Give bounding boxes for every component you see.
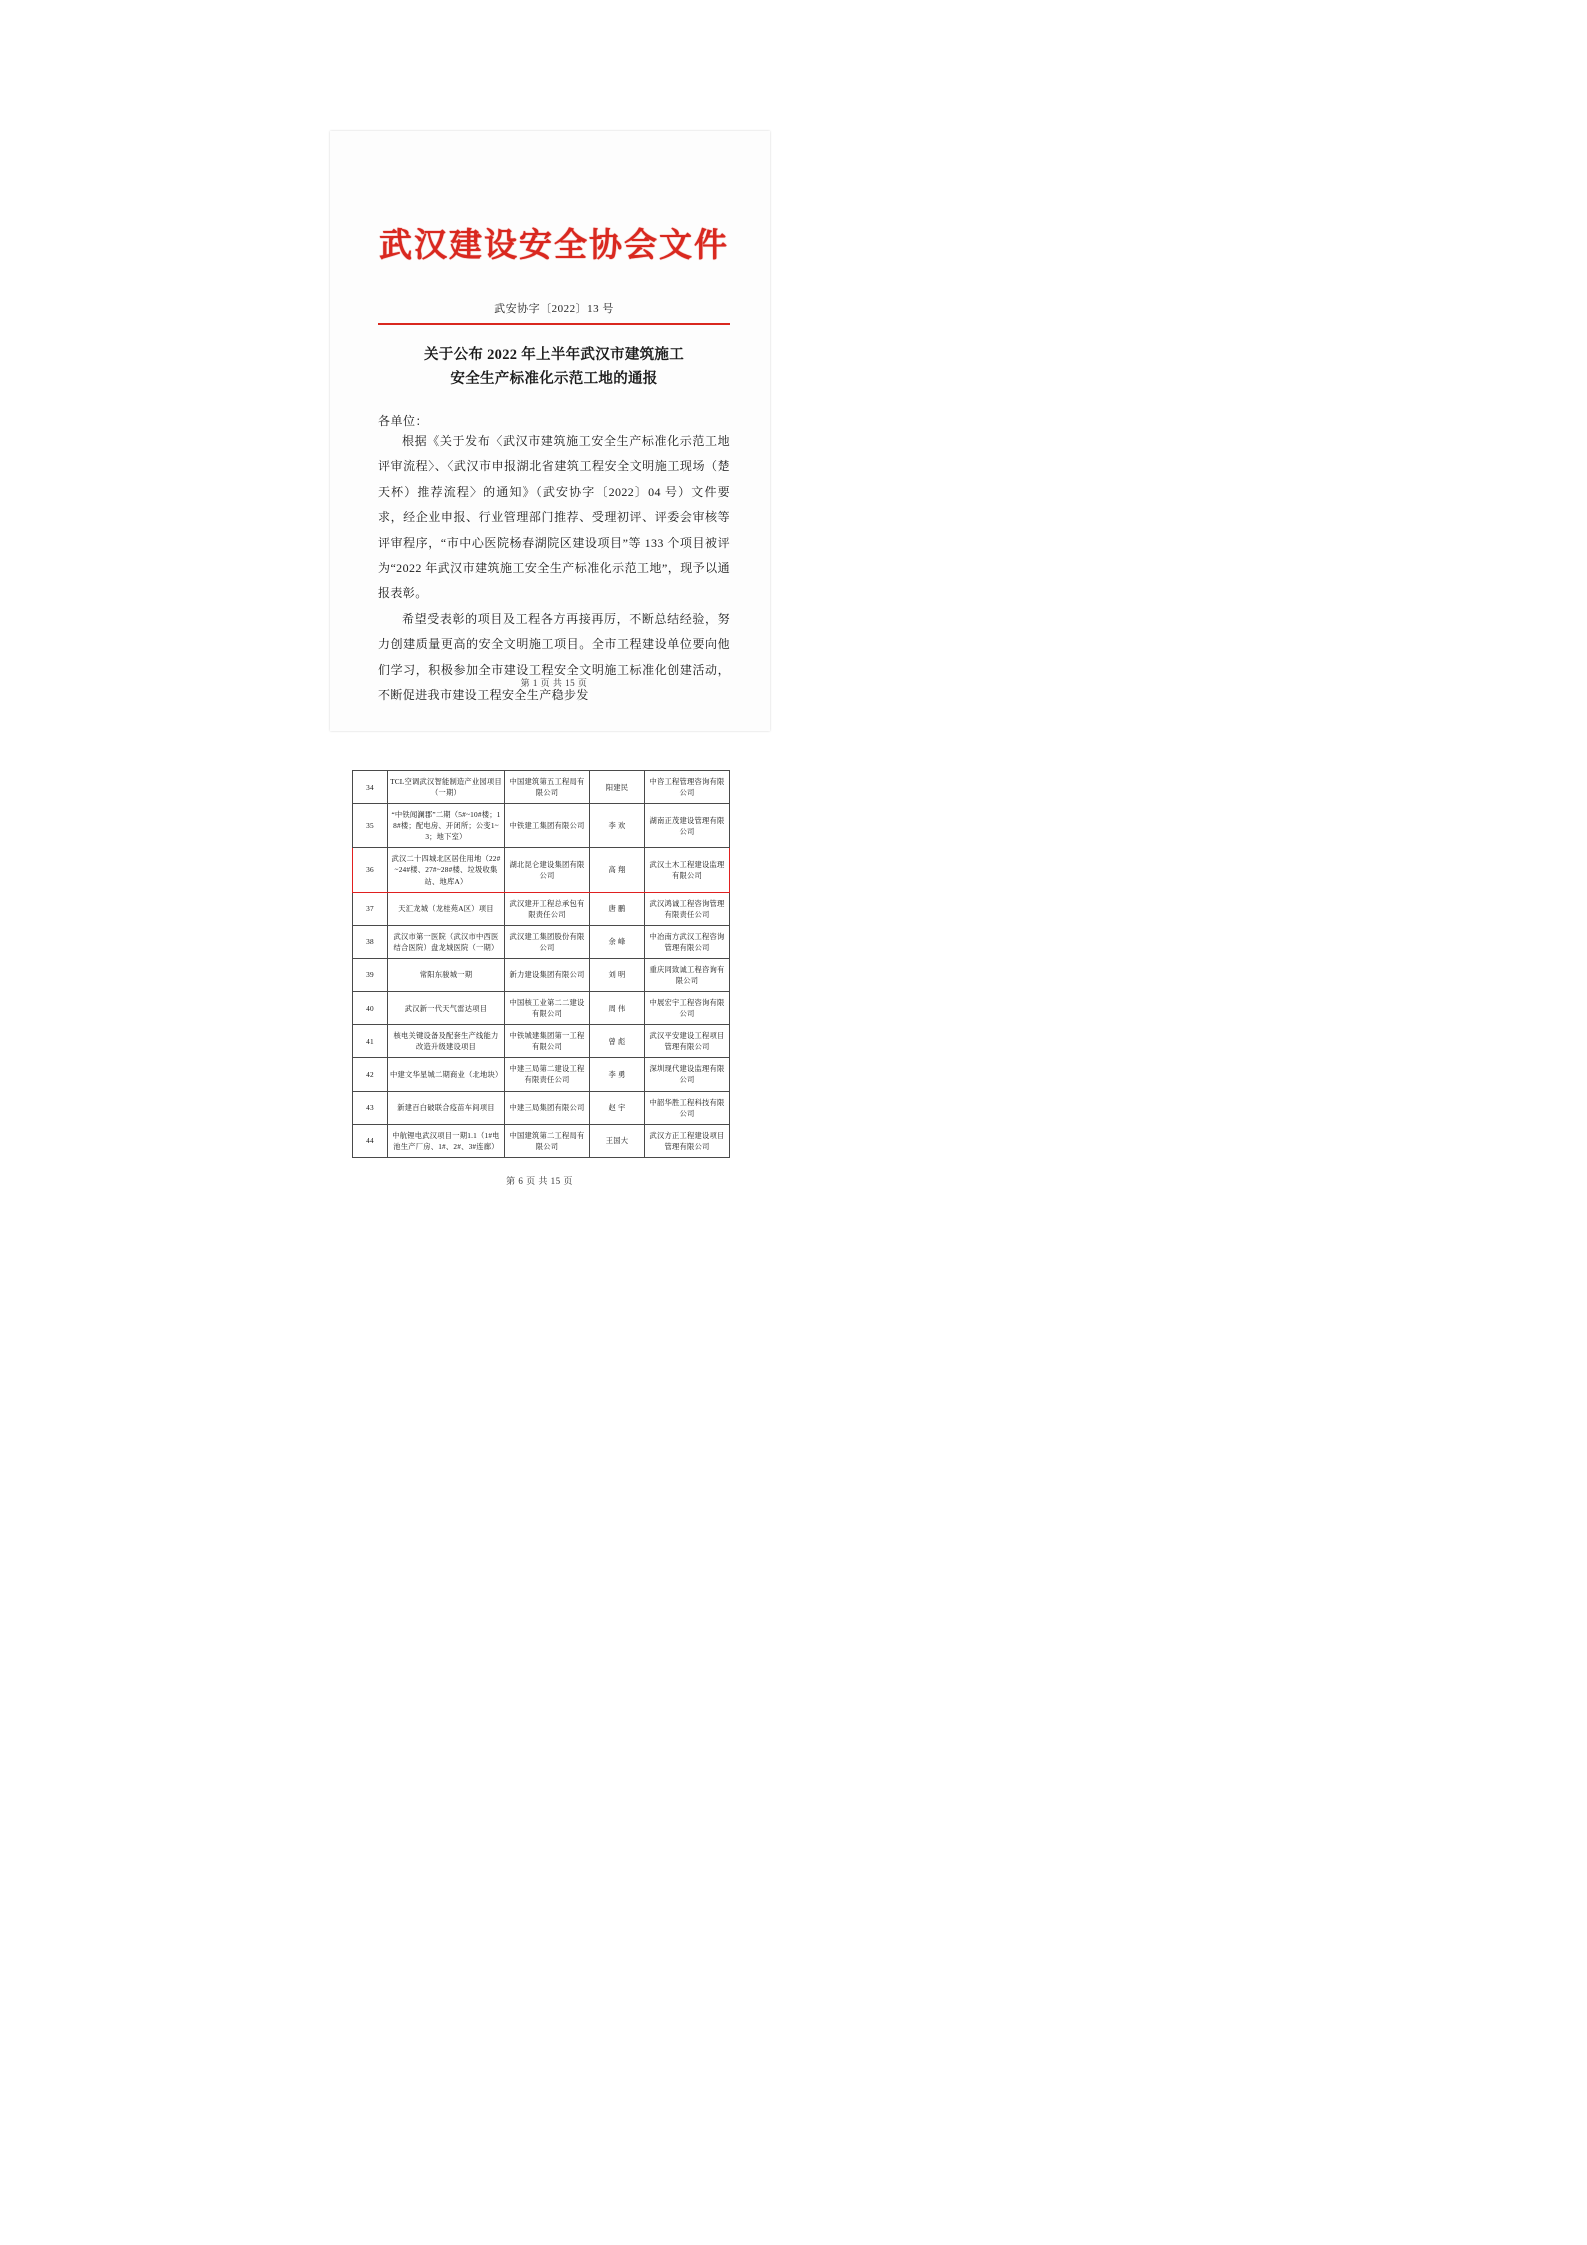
cell-supervisor: 中韶华胜工程科技有限公司 xyxy=(645,1091,730,1124)
cell-builder: 中铁城建集团第一工程有限公司 xyxy=(505,1025,590,1058)
cell-person: 唐 鹏 xyxy=(590,892,645,925)
cell-supervisor: 武汉土木工程建设监理有限公司 xyxy=(645,848,730,892)
cell-builder: 中建三局第二建设工程有限责任公司 xyxy=(505,1058,590,1091)
cell-builder: 武汉建开工程总承包有限责任公司 xyxy=(505,892,590,925)
page-title: 武汉建设安全协会文件 xyxy=(379,228,729,264)
cell-project: 核电关键设备及配套生产线能力改造升级建设项目 xyxy=(388,1025,505,1058)
table-row xyxy=(353,1091,730,1124)
cell-person: 李 勇 xyxy=(590,1058,645,1091)
cell-person: 高 翔 xyxy=(590,848,645,892)
cell-no: 40 xyxy=(353,992,388,1025)
notice-subject xyxy=(378,343,730,392)
notice-subject-line-1: 关于公布 2022 年上半年武汉市建筑施工 xyxy=(423,346,685,363)
cell-project: 中航锂电武汉项目一期1.1（1#电池生产厂房、1#、2#、3#连廊） xyxy=(388,1124,505,1157)
cell-person: 曾 彪 xyxy=(590,1025,645,1058)
cell-builder: 新力建设集团有限公司 xyxy=(505,958,590,991)
cell-project: 武汉二十四城北区居住用地（22#~24#楼、27#~28#楼、垃圾收集站、地库A） xyxy=(388,848,505,892)
cell-project: 常阳东骏城一期 xyxy=(388,958,505,991)
cell-project: 天汇龙城（龙桂苑A区）项目 xyxy=(388,892,505,925)
page-footer: 第 1 页 共 15 页 xyxy=(520,678,588,688)
cell-supervisor: 中冶南方武汉工程咨询管理有限公司 xyxy=(645,925,730,958)
cell-supervisor: 武汉方正工程建设项目管理有限公司 xyxy=(645,1124,730,1157)
cell-no: 42 xyxy=(353,1058,388,1091)
cell-person: 王国大 xyxy=(590,1124,645,1157)
cell-project: 新建百白破联合疫苗车间项目 xyxy=(388,1091,505,1124)
cell-supervisor: 武汉鸿诚工程咨询管理有限责任公司 xyxy=(645,892,730,925)
cell-supervisor: 中展宏宇工程咨询有限公司 xyxy=(645,992,730,1025)
cell-person: 赵 宇 xyxy=(590,1091,645,1124)
table-row-highlighted xyxy=(353,848,730,892)
cell-builder: 中国建筑第五工程局有限公司 xyxy=(505,771,590,804)
cell-supervisor: 深圳现代建设监理有限公司 xyxy=(645,1058,730,1091)
award-list-page xyxy=(352,770,727,1187)
table-row xyxy=(353,958,730,991)
cell-no: 34 xyxy=(353,771,388,804)
cell-supervisor: 武汉平安建设工程项目管理有限公司 xyxy=(645,1025,730,1058)
cell-builder: 湖北昆仑建设集团有限公司 xyxy=(505,848,590,892)
cell-project: TCL空调武汉智能制造产业园项目（一期） xyxy=(388,771,505,804)
cell-person: 余 峰 xyxy=(590,925,645,958)
salutation: 各单位： xyxy=(378,413,429,428)
table-row xyxy=(353,925,730,958)
cell-person: 周 伟 xyxy=(590,992,645,1025)
notice-page xyxy=(330,131,770,731)
table-row xyxy=(353,1025,730,1058)
cell-project: 武汉新一代天气雷达项目 xyxy=(388,992,505,1025)
award-table xyxy=(352,770,730,1158)
cell-project: 中建文华星城二期商业（北地块） xyxy=(388,1058,505,1091)
page-footer: 第 6 页 共 15 页 xyxy=(506,1175,573,1186)
award-table-body xyxy=(353,771,730,1158)
cell-no: 37 xyxy=(353,892,388,925)
notice-paragraph-2: 希望受表彰的项目及工程各方再接再厉，不断总结经验，努力创建质量更高的安全文明施工项目。全市工程建设单位要向他们学习，积极参加全市建设工程安全文明施工标准化创建活动，不断促进我市建设工程安全生产稳步发 xyxy=(378,611,730,703)
cell-no: 44 xyxy=(353,1124,388,1157)
notice-subject-line-2: 安全生产标准化示范工地的通报 xyxy=(450,371,658,388)
table-row xyxy=(353,804,730,848)
cell-supervisor: 重庆同致诚工程咨询有限公司 xyxy=(645,958,730,991)
cell-supervisor: 中咨工程管理咨询有限公司 xyxy=(645,771,730,804)
cell-person: 刘 明 xyxy=(590,958,645,991)
cell-no: 35 xyxy=(353,804,388,848)
cell-project: 武汉市第一医院（武汉市中西医结合医院）盘龙城医院（一期） xyxy=(388,925,505,958)
document-number: 武安协字〔2022〕13 号 xyxy=(494,303,614,315)
cell-builder: 中建三局集团有限公司 xyxy=(505,1091,590,1124)
red-divider xyxy=(378,323,730,325)
table-row xyxy=(353,892,730,925)
table-row xyxy=(353,1124,730,1157)
cell-builder: 中铁建工集团有限公司 xyxy=(505,804,590,848)
table-row xyxy=(353,992,730,1025)
cell-builder: 中国建筑第二工程局有限公司 xyxy=(505,1124,590,1157)
cell-no: 43 xyxy=(353,1091,388,1124)
cell-no: 39 xyxy=(353,958,388,991)
cell-builder: 中国核工业第二二建设有限公司 xyxy=(505,992,590,1025)
notice-paragraph-1: 根据《关于发布〈武汉市建筑施工安全生产标准化示范工地评审流程〉、〈武汉市申报湖北省建筑工程安全文明施工现场（楚天杯）推荐流程〉的通知》（武安协字〔2022〕04 号）文件要求，经企业申报、行业管理部门推荐、受理初评、评委会审核等评审程序，“市中心医院杨春湖院区建设项目”等 133 个项目被评为“2022 年武汉市建筑施工安全生产标准化示范工地”，现予以通报表彰。 xyxy=(378,433,730,601)
table-row xyxy=(353,1058,730,1091)
cell-project: “中铁闻澜郡”二期（5#~10#楼；18#楼；配电房、开闭所；公变1~3；地下室） xyxy=(388,804,505,848)
cell-supervisor: 湖南正茂建设管理有限公司 xyxy=(645,804,730,848)
cell-person: 李 欢 xyxy=(590,804,645,848)
notice-page-content xyxy=(378,167,730,711)
cell-builder: 武汉建工集团股份有限公司 xyxy=(505,925,590,958)
cell-no: 41 xyxy=(353,1025,388,1058)
cell-no: 36 xyxy=(353,848,388,892)
cell-no: 38 xyxy=(353,925,388,958)
cell-person: 阳建民 xyxy=(590,771,645,804)
table-row xyxy=(353,771,730,804)
